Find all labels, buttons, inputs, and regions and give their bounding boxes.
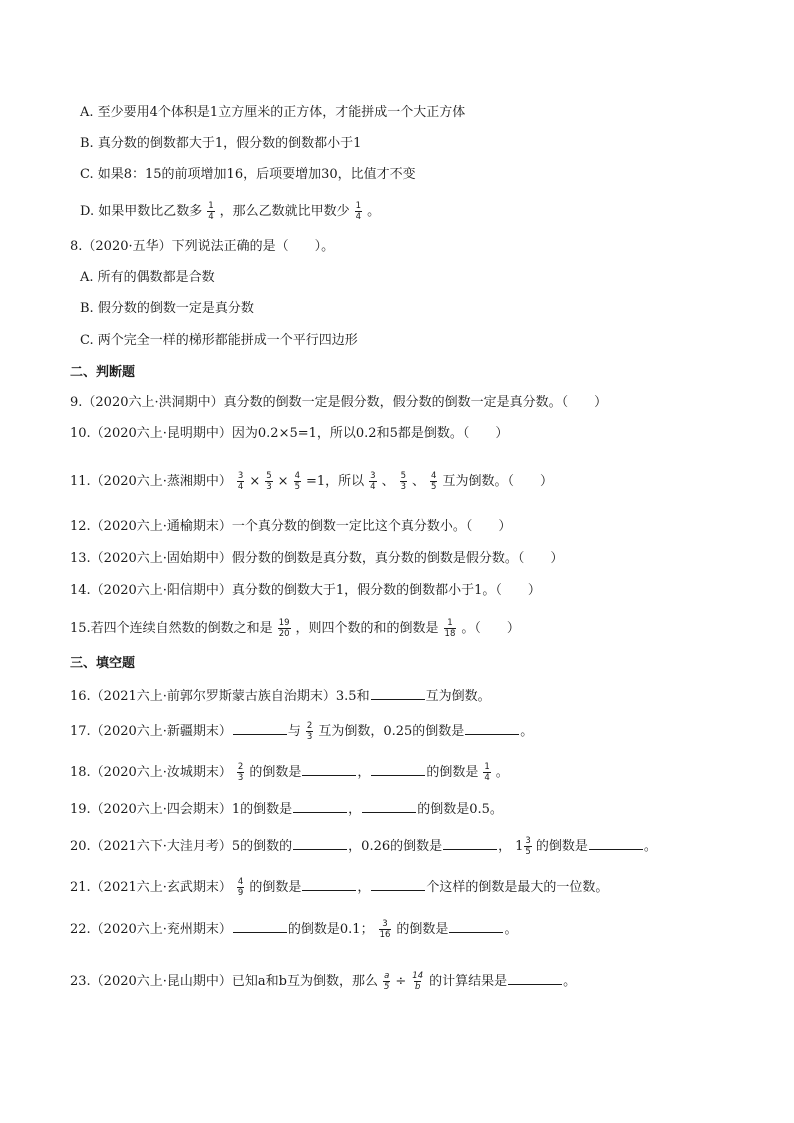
fraction: $\frac{4}{5}$ — [431, 471, 437, 492]
fraction: $\frac{1}{4}$ — [355, 201, 362, 222]
question-10: 10.（2020六上·昆明期中）因为0.2×5=1，所以0.2和5都是倒数。（ ） — [70, 426, 509, 441]
fraction: $\frac{a}{5}$ — [383, 971, 390, 992]
answer-blank[interactable] — [233, 919, 287, 933]
q7-option-b: B. 真分数的倒数都大于1，假分数的倒数都小于1 — [80, 136, 362, 151]
q8-option-b: B. 假分数的倒数一定是真分数 — [80, 301, 254, 316]
answer-blank[interactable] — [589, 836, 643, 850]
question-12: 12.（2020六上·通榆期末）一个真分数的倒数一定比这个真分数小。（ ） — [70, 519, 512, 534]
fraction: $\frac{14}{b}$ — [412, 971, 424, 992]
q8-option-a: A. 所有的偶数都是合数 — [80, 270, 215, 285]
fraction: $\frac{4}{9}$ — [237, 877, 244, 898]
answer-blank[interactable] — [293, 836, 347, 850]
q8-stem: 8.（2020·五华）下列说法正确的是（ ）。 — [70, 239, 335, 254]
question-21: 21.（2021六上·玄武期末） $\frac{4}{9}$ 的倒数是 ， 个这样的倒数是最大的一位数。 — [70, 877, 609, 898]
answer-blank[interactable] — [449, 919, 503, 933]
q7-option-c: C. 如果8：15的前项增加16，后项要增加30，比值才不变 — [80, 167, 416, 182]
fraction: $\frac{5}{3}$ — [400, 471, 407, 492]
fraction: $\frac{2}{3}$ — [306, 721, 313, 742]
answer-blank[interactable] — [371, 877, 425, 891]
question-15: 15.若四个连续自然数的倒数之和是 $\frac{19}{20}$ ，则四个数的和的倒数是 $\frac{1}{18}$ 。（ ） — [70, 618, 520, 639]
question-9: 9.（2020六上·洪洞期中）真分数的倒数一定是假分数，假分数的倒数一定是真分数。（ ） — [70, 395, 608, 410]
question-17: 17.（2020六上·新疆期末） 与 $\frac{2}{3}$ 互为倒数，0.25的倒数是 。 — [70, 721, 534, 742]
question-13: 13.（2020六上·固始期中）假分数的倒数是真分数，真分数的倒数是假分数。（ ） — [70, 551, 564, 566]
fraction: $\frac{4}{5}$ — [294, 471, 300, 492]
fraction: $\frac{2}{3}$ — [237, 762, 244, 783]
answer-blank[interactable] — [302, 877, 356, 891]
question-19: 19.（2020六上·四会期末）1的倒数是 ， 的倒数是0.5。 — [70, 799, 754, 819]
fraction: $\frac{3}{4}$ — [237, 471, 244, 492]
mixed-number: 1 $\frac{3}{5}$ — [515, 836, 531, 857]
section-heading-judgement: 二、判断题 — [70, 365, 136, 380]
q7-option-d: D. 如果甲数比乙数多 $\frac{1}{4}$ ，那么乙数就比甲数少 $\frac{1}{4}$ 。 — [80, 201, 381, 222]
answer-blank[interactable] — [293, 799, 347, 813]
fraction: $\frac{1}{4}$ — [208, 201, 214, 222]
question-23: 23.（2020六上·昆山期中）已知a和b互为倒数，那么 $\frac{a}{5}$ ÷ $\frac{14}{b}$ 的计算结果是 。 — [70, 971, 577, 992]
answer-blank[interactable] — [443, 836, 497, 850]
fraction: $\frac{19}{20}$ — [278, 618, 290, 639]
answer-blank[interactable] — [371, 686, 425, 700]
fraction: $\frac{3}{16}$ — [379, 919, 391, 940]
answer-blank[interactable] — [465, 721, 519, 735]
fraction: $\frac{3}{4}$ — [370, 471, 376, 492]
section-heading-fill-in: 三、填空题 — [70, 656, 136, 671]
fraction: $\frac{5}{3}$ — [266, 471, 272, 492]
q7-option-a: A. 至少要用4个体积是1立方厘米的正方体，才能拼成一个大正方体 — [80, 105, 466, 120]
q7-d-text-1: D. 如果甲数比乙数多 — [80, 204, 203, 219]
q7-d-text-2: ，那么乙数就比甲数少 — [219, 204, 350, 219]
answer-blank[interactable] — [302, 762, 356, 776]
fraction: $\frac{1}{4}$ — [484, 762, 490, 783]
answer-blank[interactable] — [233, 721, 287, 735]
question-22: 22.（2020六上·兖州期末） 的倒数是0.1； $\frac{3}{16}$ 的倒数是 。 — [70, 919, 518, 940]
question-14: 14.（2020六上·阳信期中）真分数的倒数大于1，假分数的倒数都小于1。（ ） — [70, 583, 541, 598]
answer-blank[interactable] — [362, 799, 416, 813]
fraction: $\frac{1}{18}$ — [444, 618, 456, 639]
answer-blank[interactable] — [508, 971, 562, 985]
q8-option-c: C. 两个完全一样的梯形都能拼成一个平行四边形 — [80, 333, 358, 348]
question-20: 20.（2021六下·大洼月考）5的倒数的 ，0.26的倒数是 ， 1 $\frac{3}{5}$ 的倒数是 。 — [70, 836, 657, 857]
question-16: 16.（2021六上·前郭尔罗斯蒙古族自治期末）3.5和 互为倒数。 — [70, 686, 754, 706]
question-18: 18.（2020六上·汝城期末） $\frac{2}{3}$ 的倒数是 ， 的倒数是 $\frac{1}{4}$ 。 — [70, 762, 509, 783]
question-11: 11.（2020六上·蒸湘期中） $\frac{3}{4}$ × $\frac{5}{3}$ × $\frac{4}{5}$ =1，所以 $\frac{3}{4}$ 、 $\frac{5}{3}$ 、 $\frac{4}{5}$ 互为倒数。（ ） — [70, 471, 553, 492]
answer-blank[interactable] — [371, 762, 425, 776]
